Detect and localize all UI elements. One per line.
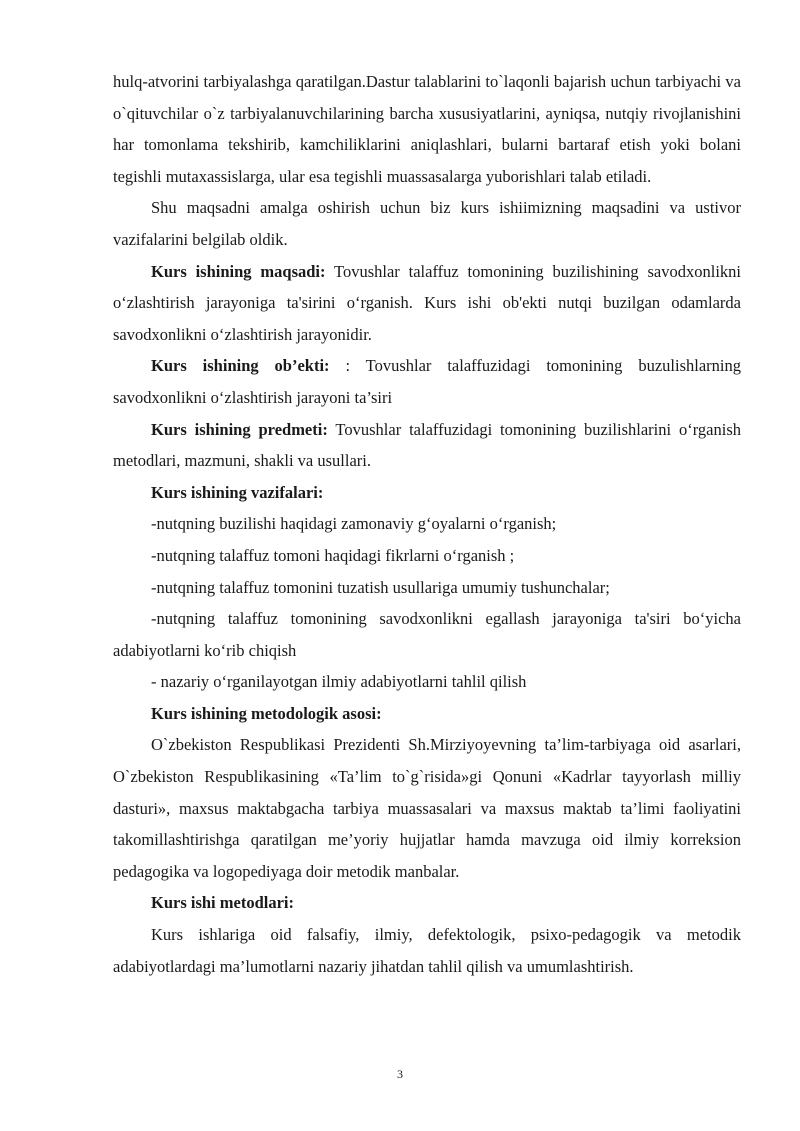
document-page xyxy=(113,66,741,982)
task-item: -nutqning talaffuz tomoni haqidagi fikrlarni o‘rganish ; xyxy=(151,545,515,565)
paragraph-methods: Kurs ishlariga oid falsafiy, ilmiy, defektologik, psixo-pedagogik va metodik adabiyotlardagi ma’lumotlarni nazariy jihatdan tahlil qilish va umumlashtirish. xyxy=(113,925,741,976)
object-label: Kurs ishining ob’ekti: xyxy=(151,356,330,376)
tasks-heading: Kurs ishining vazifalari: xyxy=(151,482,324,502)
paragraph-methodology: O`zbekiston Respublikasi Prezidenti Sh.Mirziyoyevning ta’lim-tarbiyaga oid asarlari, O`zbekiston Respublikasining «Ta’lim to`g`risida»gi Qonuni «Kadrlar tayyorlash milliy dasturi», maxsus maktabgacha tarbiya muassasalari va maxsus maktab ta’limi faoliyatini takomillashtirishga qaratilgan me’yoriy hujjatlar hamda mavzuga oid ilmiy korreksion pedagogika va logopediyaga doir metodik manbalar. xyxy=(113,735,741,881)
object-text: : Tovushlar talaffuzidagi tomonining buzulishlarning savodxonlikni o‘zlashtirish jarayoni ta’siri xyxy=(113,356,741,407)
methods-heading: Kurs ishi metodlari: xyxy=(151,893,294,913)
methodology-heading: Kurs ishining metodologik asosi: xyxy=(151,703,382,723)
paragraph-purpose-statement: Shu maqsadni amalga oshirish uchun biz kurs ishiimizning maqsadini va ustivor vazifalarini belgilab oldik. xyxy=(113,198,741,249)
goal-label: Kurs ishining maqsadi: xyxy=(151,261,326,281)
page-number: 3 xyxy=(397,1067,403,1081)
subject-text: Tovushlar talaffuzidagi tomonining buzilishlarini o‘rganish metodlari, mazmuni, shakli va usullari. xyxy=(113,419,741,471)
task-item: -nutqning buzilishi haqidagi zamonaviy g‘oyalarni o‘rganish; xyxy=(151,514,557,534)
paragraph-goal xyxy=(113,256,741,351)
goal-text: Tovushlar talaffuz tomonining buzilishining savodxonlikni o‘zlashtirish jarayoniga ta'sirini o‘rganish. Kurs ishi ob'ekti nutqi buzilgan odamlarda savodxonlikni o‘zlashtirish jarayonidir. xyxy=(113,261,741,344)
task-item: -nutqning talaffuz tomonini tuzatish usullariga umumiy tushunchalar; xyxy=(151,577,610,597)
task-item: - nazariy o‘rganilayotgan ilmiy adabiyotlarni tahlil qilish xyxy=(151,672,527,692)
paragraph-object xyxy=(113,350,741,413)
task-item: -nutqning talaffuz tomonining savodxonlikni egallash jarayoniga ta'siri bo‘yicha adabiyotlarni ko‘rib chiqish xyxy=(113,609,741,660)
paragraph-intro: hulq-atvorini tarbiyalashga qaratilgan.Dastur talablarini to`laqonli bajarish uchun tarbiyachi va o`qituvchilar o`z tarbiyalanuvchilarining barcha xususiyatlarini, ayniqsa, nutqiy rivojlanishini har tomonlama tekshirib, kamchiliklarini aniqlashlari, bularni bartaraf etish yoki bolani tegishli mutaxassislarga, ular esa tegishli muassasalarga yuborishlari talab etiladi. xyxy=(113,72,741,186)
subject-label: Kurs ishining predmeti: xyxy=(151,419,328,439)
paragraph-subject xyxy=(113,414,741,477)
